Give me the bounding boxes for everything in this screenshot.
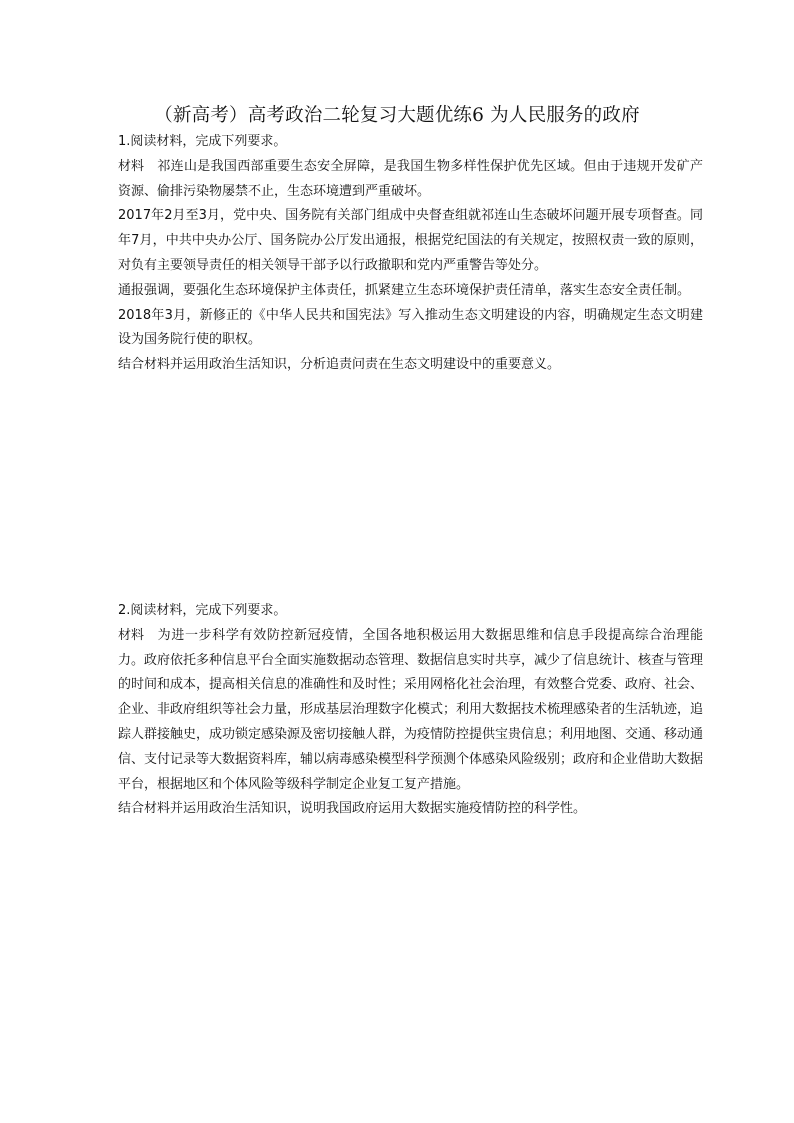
question-1 xyxy=(118,130,703,378)
question-1-material-paragraph-2: 2017年2月至3月，党中央、国务院有关部门组成中央督查组就祁连山生态破坏问题开展专项督查。同年7月，中共中央办公厅、国务院办公厅发出通报，根据党纪国法的有关规定，按照权责一致的原则，对负有主要领导责任的相关领导干部予以行政撤职和党内严重警告等处分。 xyxy=(118,208,703,273)
question-2-prompt: 2.阅读材料，完成下列要求。 xyxy=(118,603,287,618)
question-2-paragraph-text: 为进一步科学有效防控新冠疫情，全国各地积极运用大数据思维和信息手段提高综合治理能力。政府依托多种信息平台全面实施数据动态管理、数据信息实时共享，减少了信息统计、核查与管理的时间和成本，提高相关信息的准确性和及时性；采用网格化社会治理，有效整合党委、政府、社会、企业、非政府组织等社会力量，形成基层治理数字化模式；利用大数据技术梳理感染者的生活轨迹，追踪人群接触史，成功锁定感染源及密切接触人群，为疫情防控提供宝贵信息；利用地图、交通、移动通信、支付记录等大数据资料库，辅以病毒感染模型科学预测个体感染风险级别；政府和企业借助大数据平台，根据地区和个体风险等级科学制定企业复工复产措施。 xyxy=(118,627,704,792)
question-1-material-paragraph-4: 2018年3月，新修正的《中华人民共和国宪法》写入推动生态文明建设的内容，明确规定生态文明建设为国务院行使的职权。 xyxy=(118,307,703,348)
page-title: （新高考）高考政治二轮复习大题优练6 为人民服务的政府 xyxy=(154,105,640,126)
question-1-material-paragraph-1 xyxy=(118,155,703,205)
question-2-material-paragraph xyxy=(118,624,703,798)
material-label: 材料 xyxy=(118,627,145,643)
question-2-task: 结合材料并运用政治生活知识，说明我国政府运用大数据实施疫情防控的科学性。 xyxy=(118,801,587,817)
question-1-task: 结合材料并运用政治生活知识，分析追责问责在生态文明建设中的重要意义。 xyxy=(118,357,561,373)
question-1-prompt: 1.阅读材料，完成下列要求。 xyxy=(118,134,287,149)
question-1-paragraph-1-text: 祁连山是我国西部重要生态安全屏障，是我国生物多样性保护优先区域。但由于违规开发矿产资源、偷排污染物屡禁不止，生态环境遭到严重破坏。 xyxy=(118,158,703,199)
material-label: 材料 xyxy=(118,158,145,174)
question-2 xyxy=(118,599,703,822)
question-1-material-paragraph-3: 通报强调，要强化生态环境保护主体责任，抓紧建立生态环境保护责任清单，落实生态安全责任制。 xyxy=(118,282,691,298)
